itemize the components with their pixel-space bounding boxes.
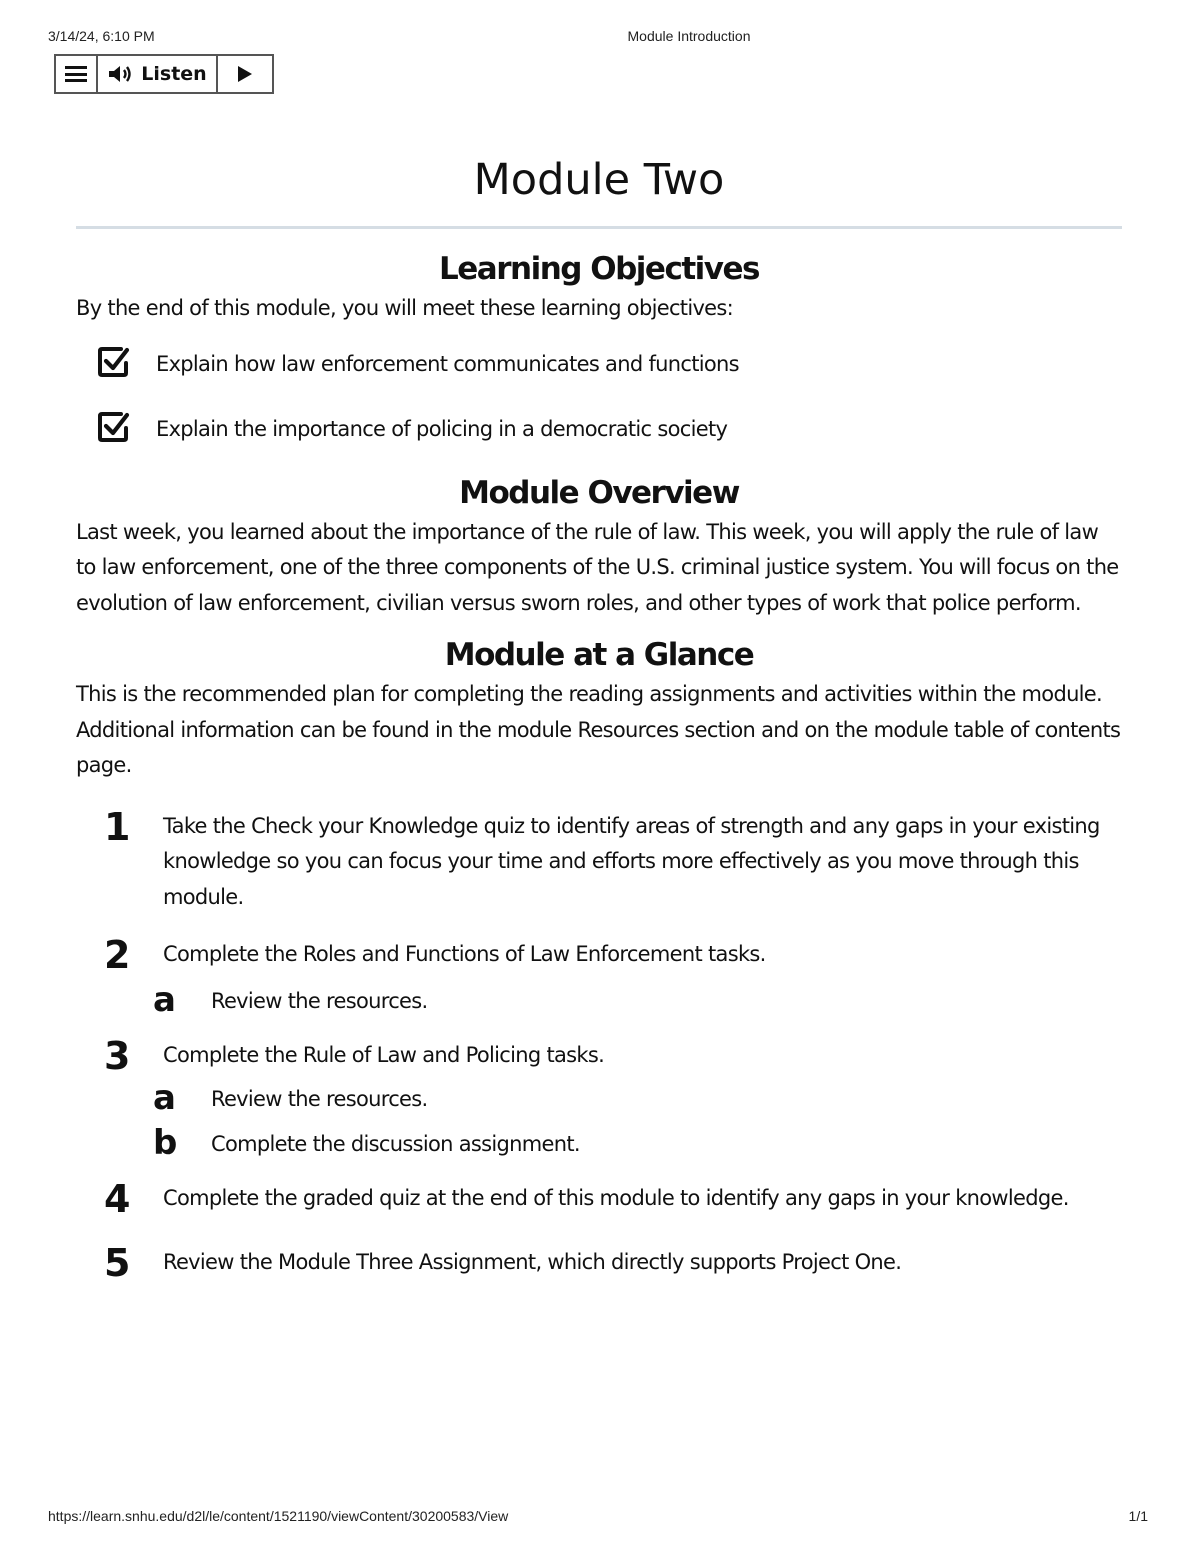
readspeaker-toolbar [54, 54, 274, 94]
substep-text: Complete the discussion assignment. [211, 1132, 580, 1156]
listen-label: Listen [141, 63, 207, 85]
print-datetime: 3/14/24, 6:10 PM [48, 28, 155, 44]
step-number: 3 [104, 1033, 131, 1078]
menu-button[interactable] [56, 56, 98, 92]
step-text: Complete the graded quiz at the end of this module to identify any gaps in your knowledge. [163, 1186, 1069, 1210]
substep-list [153, 979, 1122, 1024]
speaker-icon [107, 63, 135, 85]
step-number: 5 [104, 1240, 131, 1285]
step-item [76, 933, 1122, 1024]
play-button[interactable] [218, 56, 272, 92]
overview-heading: Module Overview [459, 474, 739, 511]
objectives-intro: By the end of this module, you will meet these learning objectives: [76, 296, 734, 320]
step-number: 1 [104, 804, 131, 849]
overview-text: Last week, you learned about the importance of the rule of law. This week, you will apply the rule of law to law enforcement, one of the three components of the U.S. criminal justice system. You will focus on the evolution of law enforcement, civilian versus sworn roles, and other types of work that police perform. [76, 519, 1119, 615]
step-item [76, 1033, 1122, 1168]
checkbox-checked-icon [96, 410, 130, 444]
title-divider [76, 226, 1122, 229]
substep-item [153, 1077, 1122, 1122]
step-item [76, 1177, 1122, 1221]
substep-letter: a [153, 1078, 176, 1118]
step-number: 4 [104, 1177, 131, 1221]
substep-item [153, 1122, 1122, 1167]
step-text: Take the Check your Knowledge quiz to identify areas of strength and any gaps in your existing knowledge so you can focus your time and efforts more effectively as you move through this module. [163, 813, 1100, 909]
step-text: Complete the Rule of Law and Policing tasks. [163, 1042, 605, 1067]
glance-heading: Module at a Glance [444, 637, 754, 673]
substep-list [153, 1077, 1122, 1167]
play-icon [236, 64, 254, 84]
glance-intro: This is the recommended plan for completing the reading assignments and activities within the module. Additional information can be found in the module Resources section and on the module table of contents page. [76, 682, 1121, 777]
substep-text: Review the resources. [211, 988, 428, 1013]
substep-item [153, 979, 1122, 1024]
step-item [76, 804, 1122, 916]
objectives-list [76, 345, 1122, 475]
print-url: https://learn.snhu.edu/d2l/le/content/1521190/viewContent/30200583/View [48, 1508, 509, 1524]
objective-text: Explain the importance of policing in a democratic society [156, 416, 728, 441]
menu-icon [65, 66, 87, 82]
substep-letter: b [153, 1123, 177, 1163]
listen-button[interactable] [98, 56, 218, 92]
print-doc-title: Module Introduction [627, 28, 751, 44]
objective-text: Explain how law enforcement communicates and functions [156, 351, 739, 376]
module-content [76, 150, 1122, 1285]
substep-text: Review the resources. [211, 1087, 428, 1111]
objective-item [76, 410, 1122, 475]
glance-steps [76, 804, 1122, 1285]
substep-letter: a [153, 979, 176, 1020]
step-text: Review the Module Three Assignment, which directly supports Project One. [163, 1249, 902, 1274]
step-item [76, 1240, 1122, 1285]
step-number: 2 [104, 933, 131, 977]
print-page-number: 1/1 [1128, 1508, 1148, 1524]
step-text: Complete the Roles and Functions of Law Enforcement tasks. [163, 942, 766, 966]
checkbox-checked-icon [96, 345, 130, 379]
objectives-heading: Learning Objectives [439, 251, 759, 287]
objective-item [76, 345, 1122, 410]
page-title: Module Two [473, 155, 725, 205]
